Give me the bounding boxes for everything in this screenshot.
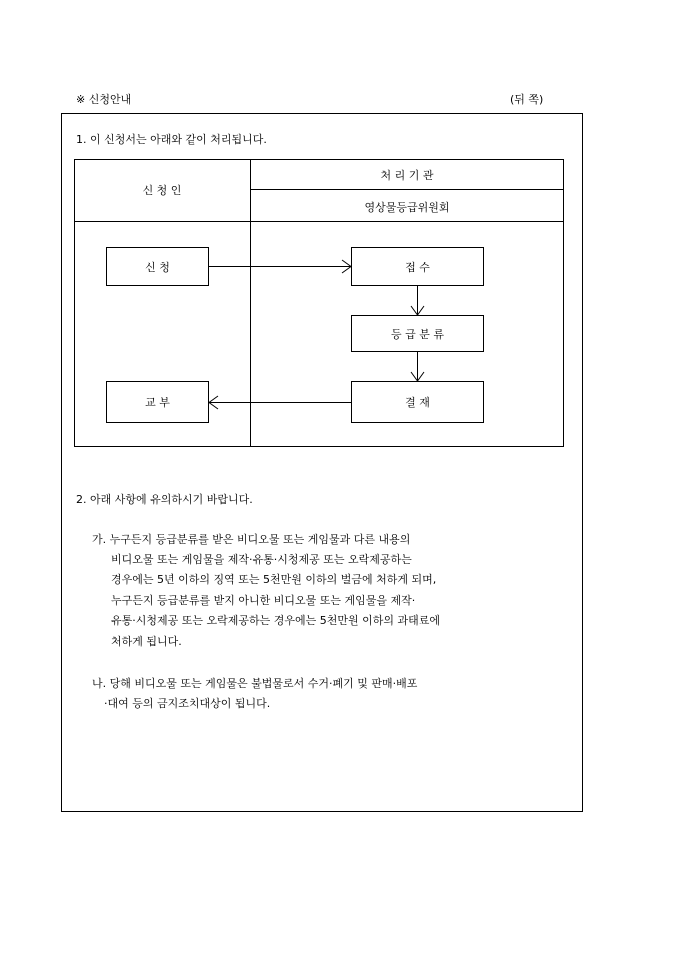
arrow-apply-to-receive — [209, 260, 351, 273]
section2-heading: 2. 아래 사항에 유의하시기 바랍니다. — [76, 493, 253, 506]
section1-heading: 1. 이 신청서는 아래와 같이 처리됩니다. — [76, 133, 267, 146]
arrow-classify-to-decide — [411, 352, 424, 381]
flow-receive-box: 접 수 — [351, 247, 484, 286]
page-side-label: (뒤 쪽) — [510, 93, 544, 106]
flow-decide-box: 결 재 — [351, 381, 484, 423]
page-title: ※ 신청안내 — [76, 93, 132, 106]
item-ga-line-3: 경우에는 5년 이하의 징역 또는 5천만원 이하의 벌금에 처하게 되며, — [111, 573, 437, 586]
flow-apply-box: 신 청 — [106, 247, 209, 286]
processor-header: 처 리 기 관 — [380, 169, 434, 182]
processor-name: 영상물등급위원회 — [364, 201, 450, 214]
item-ga-line-5: 유통·시청제공 또는 오락제공하는 경우에는 5천만원 이하의 과태료에 — [111, 614, 441, 627]
item-ga-line-2: 비디오물 또는 게임물을 제작·유통·시청제공 또는 오락제공하는 — [111, 553, 412, 566]
item-na-line-2: ·대여 등의 금지조치대상이 됩니다. — [104, 697, 271, 710]
flow-classify-box: 등 급 분 류 — [351, 315, 484, 352]
item-ga-line-6: 처하게 됩니다. — [111, 635, 182, 648]
item-ga-line-1: 가. 누구든지 등급분류를 받은 비디오물 또는 게임물과 다른 내용의 — [92, 533, 411, 546]
item-ga-line-4: 누구든지 등급분류를 받지 아니한 비디오물 또는 게임물을 제작· — [111, 594, 416, 607]
item-na-line-1: 나. 당해 비디오물 또는 게임물은 불법물로서 수거·폐기 및 판매·배포 — [92, 677, 418, 690]
applicant-header: 신 청 인 — [142, 184, 182, 197]
arrow-decide-to-deliver — [209, 396, 351, 409]
arrow-receive-to-classify — [411, 286, 424, 315]
flow-deliver-box: 교 부 — [106, 381, 209, 423]
